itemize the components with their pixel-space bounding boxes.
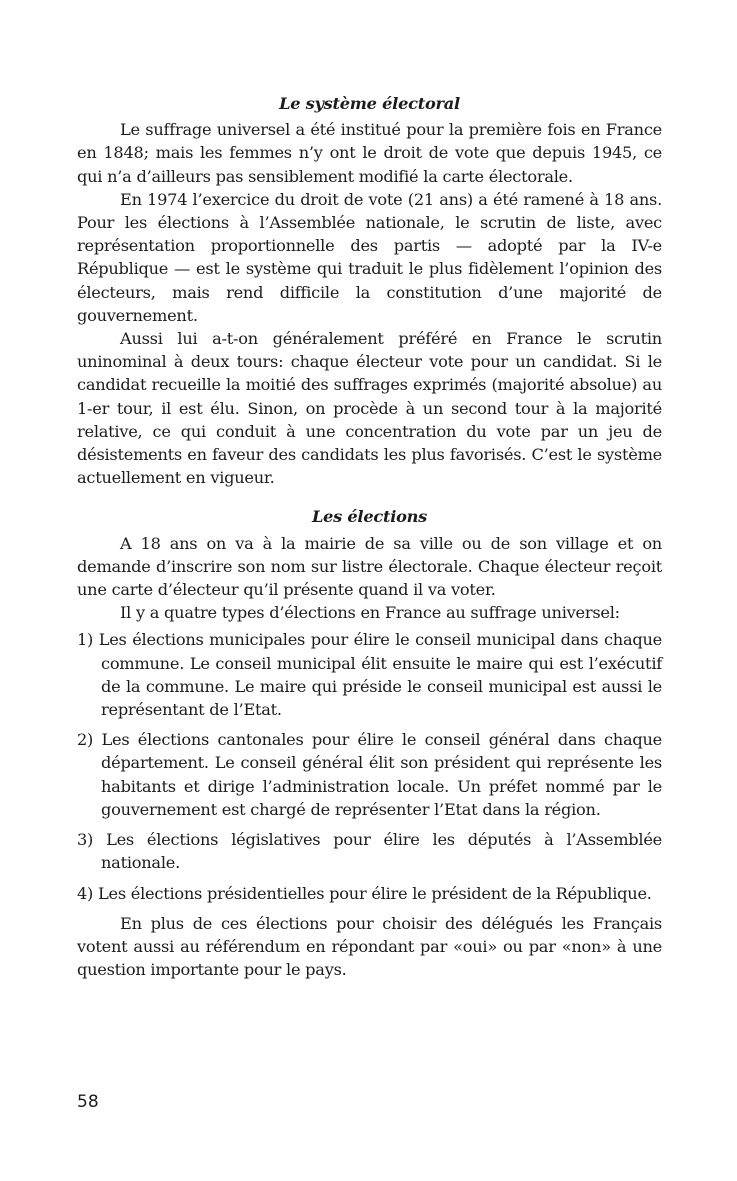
- election-types-list: [77, 628, 662, 904]
- paragraph: Il y a quatre types d’élections en France au suffrage universel:: [120, 603, 620, 623]
- list-item: 1) Les élections municipales pour élire le conseil municipal dans chaque commune. Le conseil municipal élit ensuite le maire qui est l’exécutif de la commune. Le maire qui préside le conseil municipal est aussi le représentant de l’Etat.: [77, 630, 662, 720]
- section-title-electoral-system: Le système électoral: [279, 94, 460, 113]
- paragraph: Aussi lui a-t-on généralement préféré en France le scrutin uninominal à deux tours: chaque électeur vote pour un candidat. Si le candidat recueille la moitié des suffrages exprimés (majorité absolue) au 1-er tour, il est élu. Sinon, on procède à un second tour à la majorité relative, ce qui conduit à une concentration du vote par un jeu de désistements en faveur des candidats les plus favorisés. C’est le système actuellement en vigueur.: [77, 329, 662, 488]
- list-item: 3) Les élections législatives pour élire les députés à l’Assemblée nationale.: [77, 830, 662, 873]
- paragraph: Le suffrage universel a été institué pour la première fois en France en 1848; mais les femmes n’y ont le droit de vote que depuis 1945, ce qui n’a d’ailleurs pas sensiblement modifié la carte électorale.: [77, 120, 662, 186]
- list-item: 2) Les élections cantonales pour élire le conseil général dans chaque département. Le conseil général élit son président qui représente les habitants et dirige l’administration locale. Un préfet nommé par le gouvernement est chargé de représenter l’Etat dans la région.: [77, 730, 662, 819]
- page-body: [77, 92, 662, 981]
- list-item: 4) Les élections présidentielles pour élire le président de la République.: [77, 883, 652, 903]
- paragraph: A 18 ans on va à la mairie de sa ville ou de son village et on demande d’inscrire son nom sur listre électorale. Chaque électeur reçoit une carte d’électeur qu’il présente quand il va voter.: [77, 533, 662, 600]
- page-number: 58: [77, 1092, 99, 1112]
- paragraph: En 1974 l’exercice du droit de vote (21 ans) a été ramené à 18 ans. Pour les élections à l’Assemblée nationale, le scrutin de liste, avec représentation proportionnelle des partis — adopté par la IV-e République — est le système qui traduit le plus fidèlement l’opinion des électeurs, mais rend difficile la constitution d’une majorité de gouvernement.: [77, 189, 662, 325]
- section-title-elections: Les élections: [311, 507, 428, 527]
- closing-paragraph: En plus de ces élections pour choisir des délégués les Français votent aussi au référendum en répondant par «oui» ou par «non» à une question importante pour le pays.: [77, 913, 662, 980]
